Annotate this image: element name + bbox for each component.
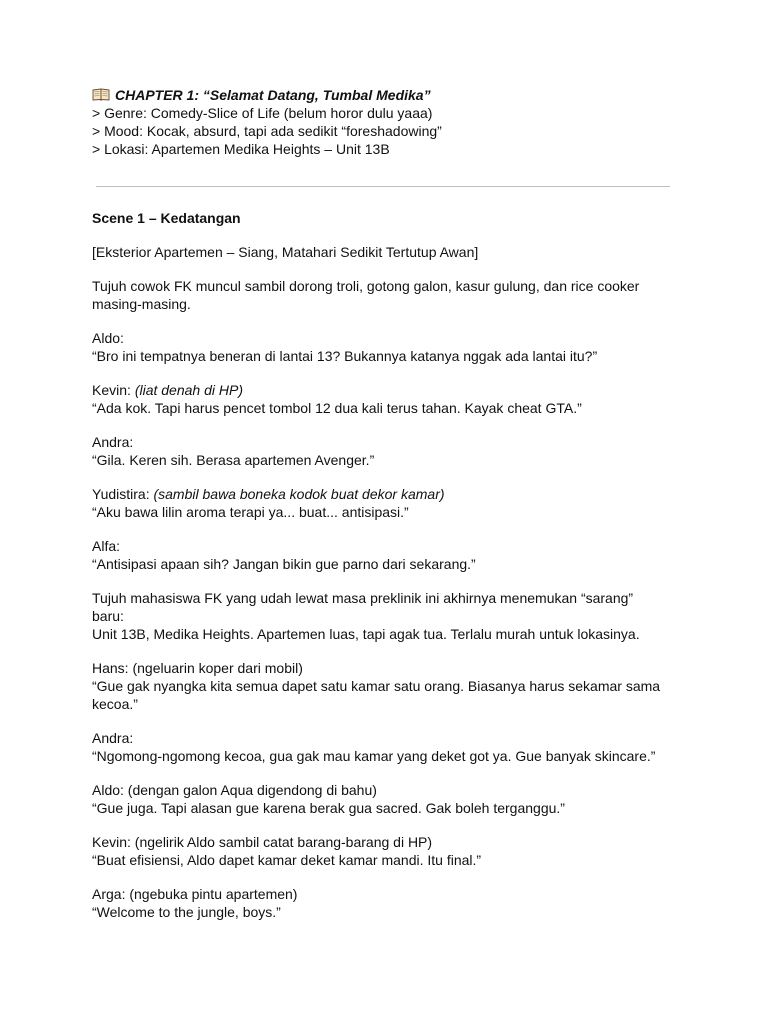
speaker-label: Aldo: [92, 330, 124, 346]
dialogue-alfa [92, 537, 682, 573]
dialogue-arga [92, 885, 682, 921]
dialogue-hans [92, 659, 682, 713]
dialogue-line: “Bro ini tempatnya beneran di lantai 13? Bukannya katanya nggak ada lantai itu?” [92, 348, 598, 364]
dialogue-aldo-1 [92, 329, 682, 365]
dialogue-line: “Welcome to the jungle, boys.” [92, 904, 281, 920]
dialogue-line: “Gue gak nyangka kita semua dapet satu kamar satu orang. Biasanya harus sekamar sama [92, 678, 661, 694]
dialogue-line: “Aku bawa lilin aroma terapi ya... buat... antisipasi.” [92, 504, 409, 520]
speaker-label: Hans: (ngeluarin koper dari mobil) [92, 660, 303, 676]
speaker-label [92, 381, 682, 399]
narration-line-2: baru: [92, 608, 124, 624]
horizontal-divider [96, 186, 670, 187]
dialogue-kevin-2 [92, 833, 682, 869]
speaker-name: Yudistira: [92, 486, 154, 502]
dialogue-kevin-1 [92, 381, 682, 417]
scene-title: Scene 1 – Kedatangan [92, 210, 241, 226]
dialogue-andra-1 [92, 433, 682, 469]
intro-line-2: masing-masing. [92, 296, 191, 312]
chapter-title-line [92, 86, 692, 104]
intro-line-1: Tujuh cowok FK muncul sambil dorong troli, gotong galon, kasur gulung, dan rice cooker [92, 278, 640, 294]
scene-setting: [Eksterior Apartemen – Siang, Matahari Sedikit Tertutup Awan] [92, 244, 479, 260]
mood-line: > Mood: Kocak, absurd, tapi ada sedikit “foreshadowing” [92, 123, 442, 139]
narration-line-3: Unit 13B, Medika Heights. Apartemen luas, tapi agak tua. Terlalu murah untuk lokasinya. [92, 626, 640, 642]
chapter-title: CHAPTER 1: “Selamat Datang, Tumbal Medika” [115, 87, 431, 103]
scene-intro [92, 277, 682, 313]
speaker-label: Andra: [92, 434, 134, 450]
speaker-label: Arga: (ngebuka pintu apartemen) [92, 886, 298, 902]
narration-line-1: Tujuh mahasiswa FK yang udah lewat masa preklinik ini akhirnya menemukan “sarang” [92, 590, 634, 606]
dialogue-andra-2 [92, 729, 682, 765]
speaker-label: Andra: [92, 730, 134, 746]
dialogue-line: “Ngomong-ngomong kecoa, gua gak mau kamar yang deket got ya. Gue banyak skincare.” [92, 748, 656, 764]
narration-block [92, 589, 682, 643]
speaker-label [92, 485, 682, 503]
stage-direction: (sambil bawa boneka kodok buat dekor kamar) [153, 486, 445, 502]
scene-content [92, 209, 682, 937]
dialogue-aldo-2 [92, 781, 682, 817]
chapter-header [92, 86, 692, 158]
dialogue-line: “Gue juga. Tapi alasan gue karena berak gua sacred. Gak boleh terganggu.” [92, 800, 565, 816]
speaker-label: Alfa: [92, 538, 121, 554]
dialogue-yudistira [92, 485, 682, 521]
dialogue-line: kecoa.” [92, 696, 138, 712]
speaker-label: Aldo: (dengan galon Aqua digendong di bahu) [92, 782, 377, 798]
speaker-name: Kevin: [92, 382, 135, 398]
open-book-icon [92, 88, 110, 101]
stage-direction: (liat denah di HP) [134, 382, 243, 398]
dialogue-line: “Ada kok. Tapi harus pencet tombol 12 dua kali terus tahan. Kayak cheat GTA.” [92, 400, 582, 416]
dialogue-line: “Antisipasi apaan sih? Jangan bikin gue parno dari sekarang.” [92, 556, 476, 572]
genre-line: > Genre: Comedy-Slice of Life (belum horor dulu yaaa) [92, 105, 433, 121]
location-line: > Lokasi: Apartemen Medika Heights – Unit 13B [92, 141, 390, 157]
dialogue-line: “Buat efisiensi, Aldo dapet kamar deket kamar mandi. Itu final.” [92, 852, 482, 868]
speaker-label: Kevin: (ngelirik Aldo sambil catat barang-barang di HP) [92, 834, 433, 850]
dialogue-line: “Gila. Keren sih. Berasa apartemen Avenger.” [92, 452, 375, 468]
